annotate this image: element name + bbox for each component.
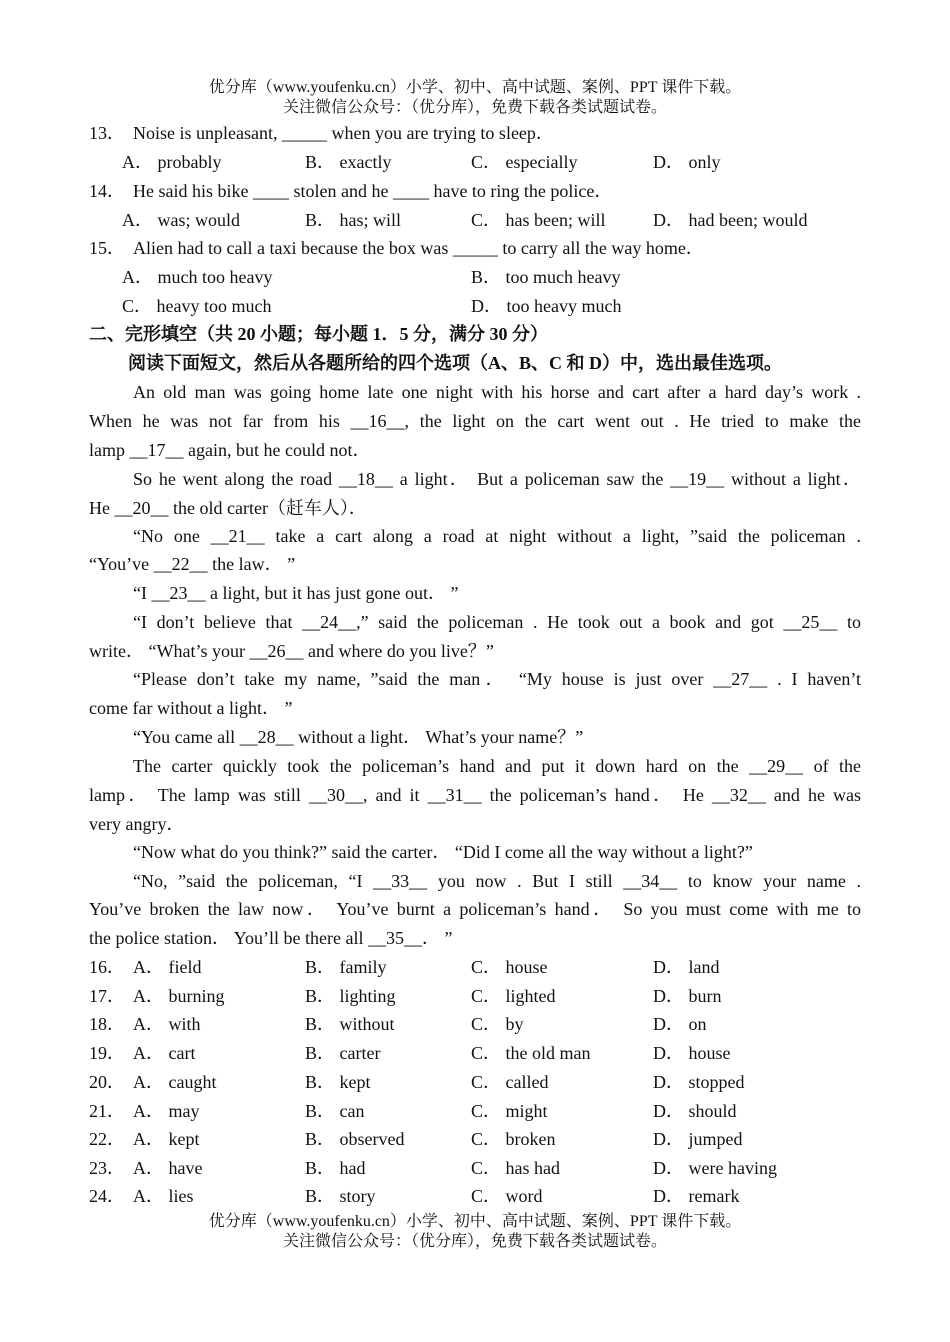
- passage-line: write． “What’s your __26__ and where do you live？”: [89, 641, 494, 661]
- choice-option-a: A． caught: [133, 1072, 217, 1092]
- choice-number: 23．: [89, 1158, 125, 1178]
- question-number: 14．: [89, 181, 125, 201]
- choice-option-d: D． land: [653, 957, 720, 977]
- question-13: [89, 119, 861, 147]
- choice-option-b: B． story: [305, 1186, 376, 1206]
- choice-option-d: D． remark: [653, 1186, 740, 1206]
- choice-option-d: D． jumped: [653, 1129, 743, 1149]
- choice-option-a: A． burning: [133, 986, 225, 1006]
- q13-option-c: C． especially: [471, 152, 578, 172]
- question-stem: Alien had to call a taxi because the box was _____ to carry all the way home．: [133, 238, 704, 258]
- passage-line: When he was not far from his __16__, the light on the cart went out . He tried to make the: [89, 411, 861, 431]
- choice-number: 21．: [89, 1101, 125, 1121]
- passage-line: “I __23__ a light, but it has just gone out． ”: [133, 583, 459, 603]
- q15-option-c: C． heavy too much: [122, 296, 272, 316]
- question-15: [89, 234, 861, 262]
- passage-line: “Now what do you think?” said the carter． “Did I come all the way without a light?”: [133, 842, 753, 862]
- question-number: 15．: [89, 238, 125, 258]
- q15-option-b: B． too much heavy: [471, 267, 621, 287]
- choice-option-c: C． house: [471, 957, 548, 977]
- footer-line-2: 关注微信公众号：（优分库），免费下载各类试题试卷。: [282, 1233, 667, 1250]
- passage-line: “Please don’t take my name, ”said the man． “My house is just over __27__ . I haven’t: [133, 669, 861, 689]
- passage-line: An old man was going home late one night with his horse and cart after a hard day’s work .: [133, 382, 861, 402]
- choice-number: 24．: [89, 1186, 125, 1206]
- passage-line: You’ve broken the law now． You’ve burnt a policeman’s hand． So you must come with me to: [89, 899, 861, 919]
- choice-number: 17．: [89, 986, 125, 1006]
- passage-line: the police station． You’ll be there all __35__． ”: [89, 928, 453, 948]
- q14-option-b: B． has; will: [305, 210, 402, 230]
- passage-line: The carter quickly took the policeman’s hand and put it down hard on the __29__ of the: [133, 756, 861, 776]
- choice-number: 22．: [89, 1129, 125, 1149]
- choice-option-c: C． word: [471, 1186, 543, 1206]
- choice-option-b: B． carter: [305, 1043, 381, 1063]
- choice-number: 20．: [89, 1072, 125, 1092]
- q13-option-d: D． only: [653, 152, 721, 172]
- passage-line: “You’ve __22__ the law． ”: [89, 554, 296, 574]
- choice-option-c: C． by: [471, 1014, 524, 1034]
- passage-line: So he went along the road __18__ a light． But a policeman saw the __19__ without a light．: [133, 469, 861, 489]
- question-stem: Noise is unpleasant, _____ when you are trying to sleep．: [133, 123, 554, 143]
- choice-option-c: C． called: [471, 1072, 549, 1092]
- passage-line: “I don’t believe that __24__,” said the policeman . He took out a book and got __25__ to: [133, 612, 861, 632]
- question-14: [89, 177, 861, 205]
- q15-option-d: D． too heavy much: [471, 296, 622, 316]
- choice-number: 19．: [89, 1043, 125, 1063]
- choice-option-a: A． may: [133, 1101, 200, 1121]
- choice-option-d: D． stopped: [653, 1072, 745, 1092]
- choice-option-c: C． broken: [471, 1129, 556, 1149]
- choice-option-a: A． cart: [133, 1043, 196, 1063]
- q13-option-a: A． probably: [122, 152, 222, 172]
- header-line-2: 关注微信公众号：（优分库），免费下载各类试题试卷。: [282, 99, 667, 116]
- choice-option-d: D． were having: [653, 1158, 777, 1178]
- header-line-1: 优分库（www.youfenku.cn）小学、初中、高中试题、案例、PPT 课件下载。: [208, 79, 742, 96]
- choice-option-d: D． should: [653, 1101, 737, 1121]
- choice-number: 18．: [89, 1014, 125, 1034]
- choice-option-b: B． lighting: [305, 986, 396, 1006]
- passage-line: very angry．: [89, 814, 185, 834]
- choice-option-a: A． kept: [133, 1129, 200, 1149]
- choice-option-d: D． burn: [653, 986, 722, 1006]
- choice-option-c: C． the old man: [471, 1043, 591, 1063]
- q14-option-c: C． has been; will: [471, 210, 606, 230]
- choice-option-b: B． observed: [305, 1129, 405, 1149]
- q15-option-a: A． much too heavy: [122, 267, 273, 287]
- q14-option-a: A． was; would: [122, 210, 240, 230]
- passage-line: come far without a light． ”: [89, 698, 293, 718]
- choice-option-c: C． has had: [471, 1158, 560, 1178]
- choice-number: 16．: [89, 957, 125, 977]
- choice-option-c: C． might: [471, 1101, 548, 1121]
- choice-option-d: D． on: [653, 1014, 707, 1034]
- question-stem: He said his bike ____ stolen and he ____ have to ring the police．: [133, 181, 613, 201]
- choice-option-b: B． without: [305, 1014, 395, 1034]
- section-title: 二、完形填空（共 20 小题；每小题 1．5 分，满分 30 分）: [89, 324, 548, 344]
- passage-line: He __20__ the old carter（赶车人）．: [89, 498, 367, 518]
- passage-line: lamp． The lamp was still __30__, and it __31__ the policeman’s hand． He __32__ and he was: [89, 785, 861, 805]
- choice-option-a: A． lies: [133, 1186, 194, 1206]
- choice-option-a: A． with: [133, 1014, 201, 1034]
- passage-line: “No one __21__ take a cart along a road at night without a light, ”said the policeman .: [133, 526, 861, 546]
- choice-option-c: C． lighted: [471, 986, 556, 1006]
- choice-option-b: B． family: [305, 957, 387, 977]
- choice-option-b: B． can: [305, 1101, 365, 1121]
- choice-option-a: A． field: [133, 957, 202, 977]
- q14-option-d: D． had been; would: [653, 210, 808, 230]
- passage-line: “No, ”said the policeman, “I __33__ you now . But I still __34__ to know your name .: [133, 871, 861, 891]
- q13-option-b: B． exactly: [305, 152, 392, 172]
- passage-line: “You came all __28__ without a light． What’s your name？”: [133, 727, 584, 747]
- footer-line-1: 优分库（www.youfenku.cn）小学、初中、高中试题、案例、PPT 课件下载。: [208, 1213, 742, 1230]
- question-number: 13．: [89, 123, 125, 143]
- choice-option-a: A． have: [133, 1158, 203, 1178]
- passage-line: lamp __17__ again, but he could not．: [89, 440, 371, 460]
- choice-option-b: B． had: [305, 1158, 366, 1178]
- choice-option-d: D． house: [653, 1043, 731, 1063]
- choice-option-b: B． kept: [305, 1072, 371, 1092]
- section-instruction: 阅读下面短文，然后从各题所给的四个选项（A、B、C 和 D）中，选出最佳选项。: [128, 353, 782, 373]
